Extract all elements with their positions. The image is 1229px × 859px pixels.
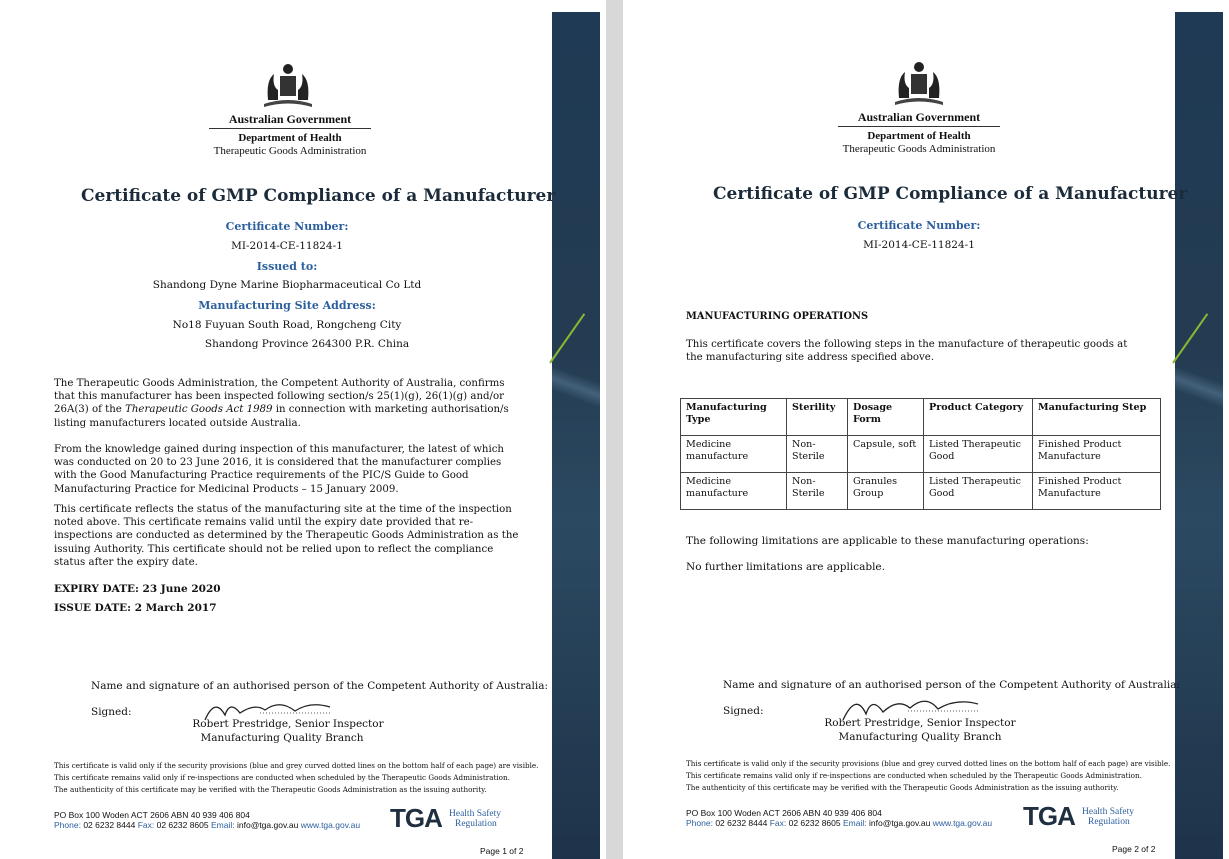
table-cell: Finished Product Manufacture	[1033, 436, 1161, 473]
cert-number-label: Certificate Number:	[225, 220, 349, 233]
paragraph-2: From the knowledge gained during inspection of this manufacturer, the latest of which was conducted on 20 to 23 June 2016, it is considered that the manufacturer complies with the Good Manufacturing Practice requirements of the PIC/S Guide to Good Manufacturing Practice for Medicinal Products – 15 January 2009.	[54, 444, 504, 495]
contact-line: Phone: 02 6232 8444 Fax: 02 6232 8605 Email: info@tga.gov.au www.tga.gov.au	[686, 818, 993, 828]
table-row	[681, 436, 1161, 473]
signatory-name: Robert Prestridge, Senior Inspector	[824, 717, 1016, 729]
coat-of-arms-icon	[258, 60, 318, 110]
government-name: Australian Government	[228, 112, 352, 126]
no-limitations-text: No further limitations are applicable.	[686, 561, 885, 573]
tga-tagline: Health Safety Regulation	[449, 809, 501, 829]
site-address-line1: No18 Fuyuan South Road, Rongcheng City	[172, 319, 402, 331]
paragraph-3: This certificate reflects the status of the manufacturing site at the time of the inspection noted above. This certificate remains valid until the expiry date provided that re-inspections are conducted as determined by the Therapeutic Goods Administration as the issuing Authority. This certificate should not be relied upon to reflect the compliance status after the expiry date.	[54, 504, 519, 568]
notice-line-1: This certificate is valid only if the security provisions (blue and grey curved dotted lines on the bottom half of each page) are visible.	[686, 759, 1171, 768]
operations-heading: MANUFACTURING OPERATIONS	[686, 311, 869, 322]
table-header-row	[681, 399, 1161, 436]
table-cell: Non-Sterile	[787, 473, 848, 510]
operations-intro: This certificate covers the following steps in the manufacture of therapeutic goods at the manufacturing site address specified above.	[686, 339, 1128, 364]
limitations-text: The following limitations are applicable to these manufacturing operations:	[686, 535, 1089, 547]
column-header: Manufacturing Step	[1033, 399, 1161, 436]
notice-line-3: The authenticity of this certificate may be verified with the Therapeutic Goods Administration as the issuing authority.	[54, 785, 487, 794]
table-row	[681, 473, 1161, 510]
contact-line: Phone: 02 6232 8444 Fax: 02 6232 8605 Email: info@tga.gov.au www.tga.gov.au	[54, 820, 361, 830]
certificate-page-2	[623, 0, 1229, 859]
cert-number: MI-2014-CE-11824-1	[863, 239, 975, 251]
government-name: Australian Government	[857, 110, 981, 124]
tga-tagline: Health Safety Regulation	[1082, 807, 1134, 827]
security-band	[552, 12, 600, 859]
certificate-page-1	[0, 0, 606, 859]
notice-line-3: The authenticity of this certificate may be verified with the Therapeutic Goods Administration as the issuing authority.	[686, 783, 1119, 792]
coat-of-arms-icon	[889, 58, 949, 108]
signatory-name: Robert Prestridge, Senior Inspector	[192, 718, 384, 730]
expiry-date: EXPIRY DATE: 23 June 2020	[54, 583, 221, 595]
authority-statement: Name and signature of an authorised person of the Competent Authority of Australia:	[91, 680, 549, 692]
signed-label: Signed:	[723, 705, 764, 717]
issued-to-label: Issued to:	[256, 260, 318, 273]
tga-logo: TGA	[390, 803, 442, 833]
page-title: Certificate of GMP Compliance of a Manufacturer	[713, 184, 1188, 204]
postal-address: PO Box 100 Woden ACT 2606 ABN 40 939 406 804	[686, 808, 882, 818]
issue-date: ISSUE DATE: 2 March 2017	[54, 602, 217, 614]
table-cell: Medicine manufacture	[681, 436, 787, 473]
column-header: Dosage Form	[848, 399, 924, 436]
table-cell: Listed Therapeutic Good	[924, 473, 1033, 510]
column-header: Sterility	[787, 399, 848, 436]
divider	[209, 128, 371, 129]
table-cell: Finished Product Manufacture	[1033, 473, 1161, 510]
cert-number-label: Certificate Number:	[857, 219, 981, 232]
site-address-line2: Shandong Province 264300 P.R. China	[204, 338, 410, 350]
notice-line-1: This certificate is valid only if the security provisions (blue and grey curved dotted lines on the bottom half of each page) are visible.	[54, 761, 539, 770]
divider	[838, 126, 1000, 127]
department-name: Department of Health	[867, 130, 971, 142]
table-cell: Listed Therapeutic Good	[924, 436, 1033, 473]
issued-to: Shandong Dyne Marine Biopharmaceutical Co Ltd	[152, 279, 422, 291]
page-number: Page 2 of 2	[1112, 844, 1156, 854]
postal-address: PO Box 100 Woden ACT 2606 ABN 40 939 406 804	[54, 810, 250, 820]
page-number: Page 1 of 2	[480, 846, 524, 856]
signed-label: Signed:	[91, 706, 132, 718]
table-cell: Non-Sterile	[787, 436, 848, 473]
agency-name: Therapeutic Goods Administration	[213, 145, 367, 157]
column-header: Product Category	[924, 399, 1033, 436]
table-cell: Capsule, soft	[848, 436, 924, 473]
operations-table	[680, 398, 1161, 510]
tga-logo: TGA	[1023, 801, 1075, 831]
security-band	[1175, 12, 1223, 859]
branch-name: Manufacturing Quality Branch	[838, 731, 1002, 743]
agency-name: Therapeutic Goods Administration	[842, 143, 996, 155]
table-cell: Granules Group	[848, 473, 924, 510]
site-label: Manufacturing Site Address:	[198, 299, 376, 312]
paragraph-1: The Therapeutic Goods Administration, the Competent Authority of Australia, confirms that this manufacturer has been inspected following section/s 25(1)(g), 26(1)(g) and/or 26A(3) of the Therapeutic Goods Act 1989 in connection with marketing authorisation/s listing manufacturers located outside Australia.	[54, 378, 509, 429]
branch-name: Manufacturing Quality Branch	[200, 732, 364, 744]
department-name: Department of Health	[238, 132, 342, 144]
column-header: Manufacturing Type	[681, 399, 787, 436]
cert-number: MI-2014-CE-11824-1	[231, 240, 343, 252]
authority-statement: Name and signature of an authorised person of the Competent Authority of Australia:	[723, 679, 1181, 691]
table-cell: Medicine manufacture	[681, 473, 787, 510]
notice-line-2: This certificate remains valid only if re-inspections are conducted when scheduled by the Therapeutic Goods Administration.	[54, 773, 510, 782]
page-title: Certificate of GMP Compliance of a Manufacturer	[81, 186, 556, 206]
notice-line-2: This certificate remains valid only if re-inspections are conducted when scheduled by the Therapeutic Goods Administration.	[686, 771, 1142, 780]
